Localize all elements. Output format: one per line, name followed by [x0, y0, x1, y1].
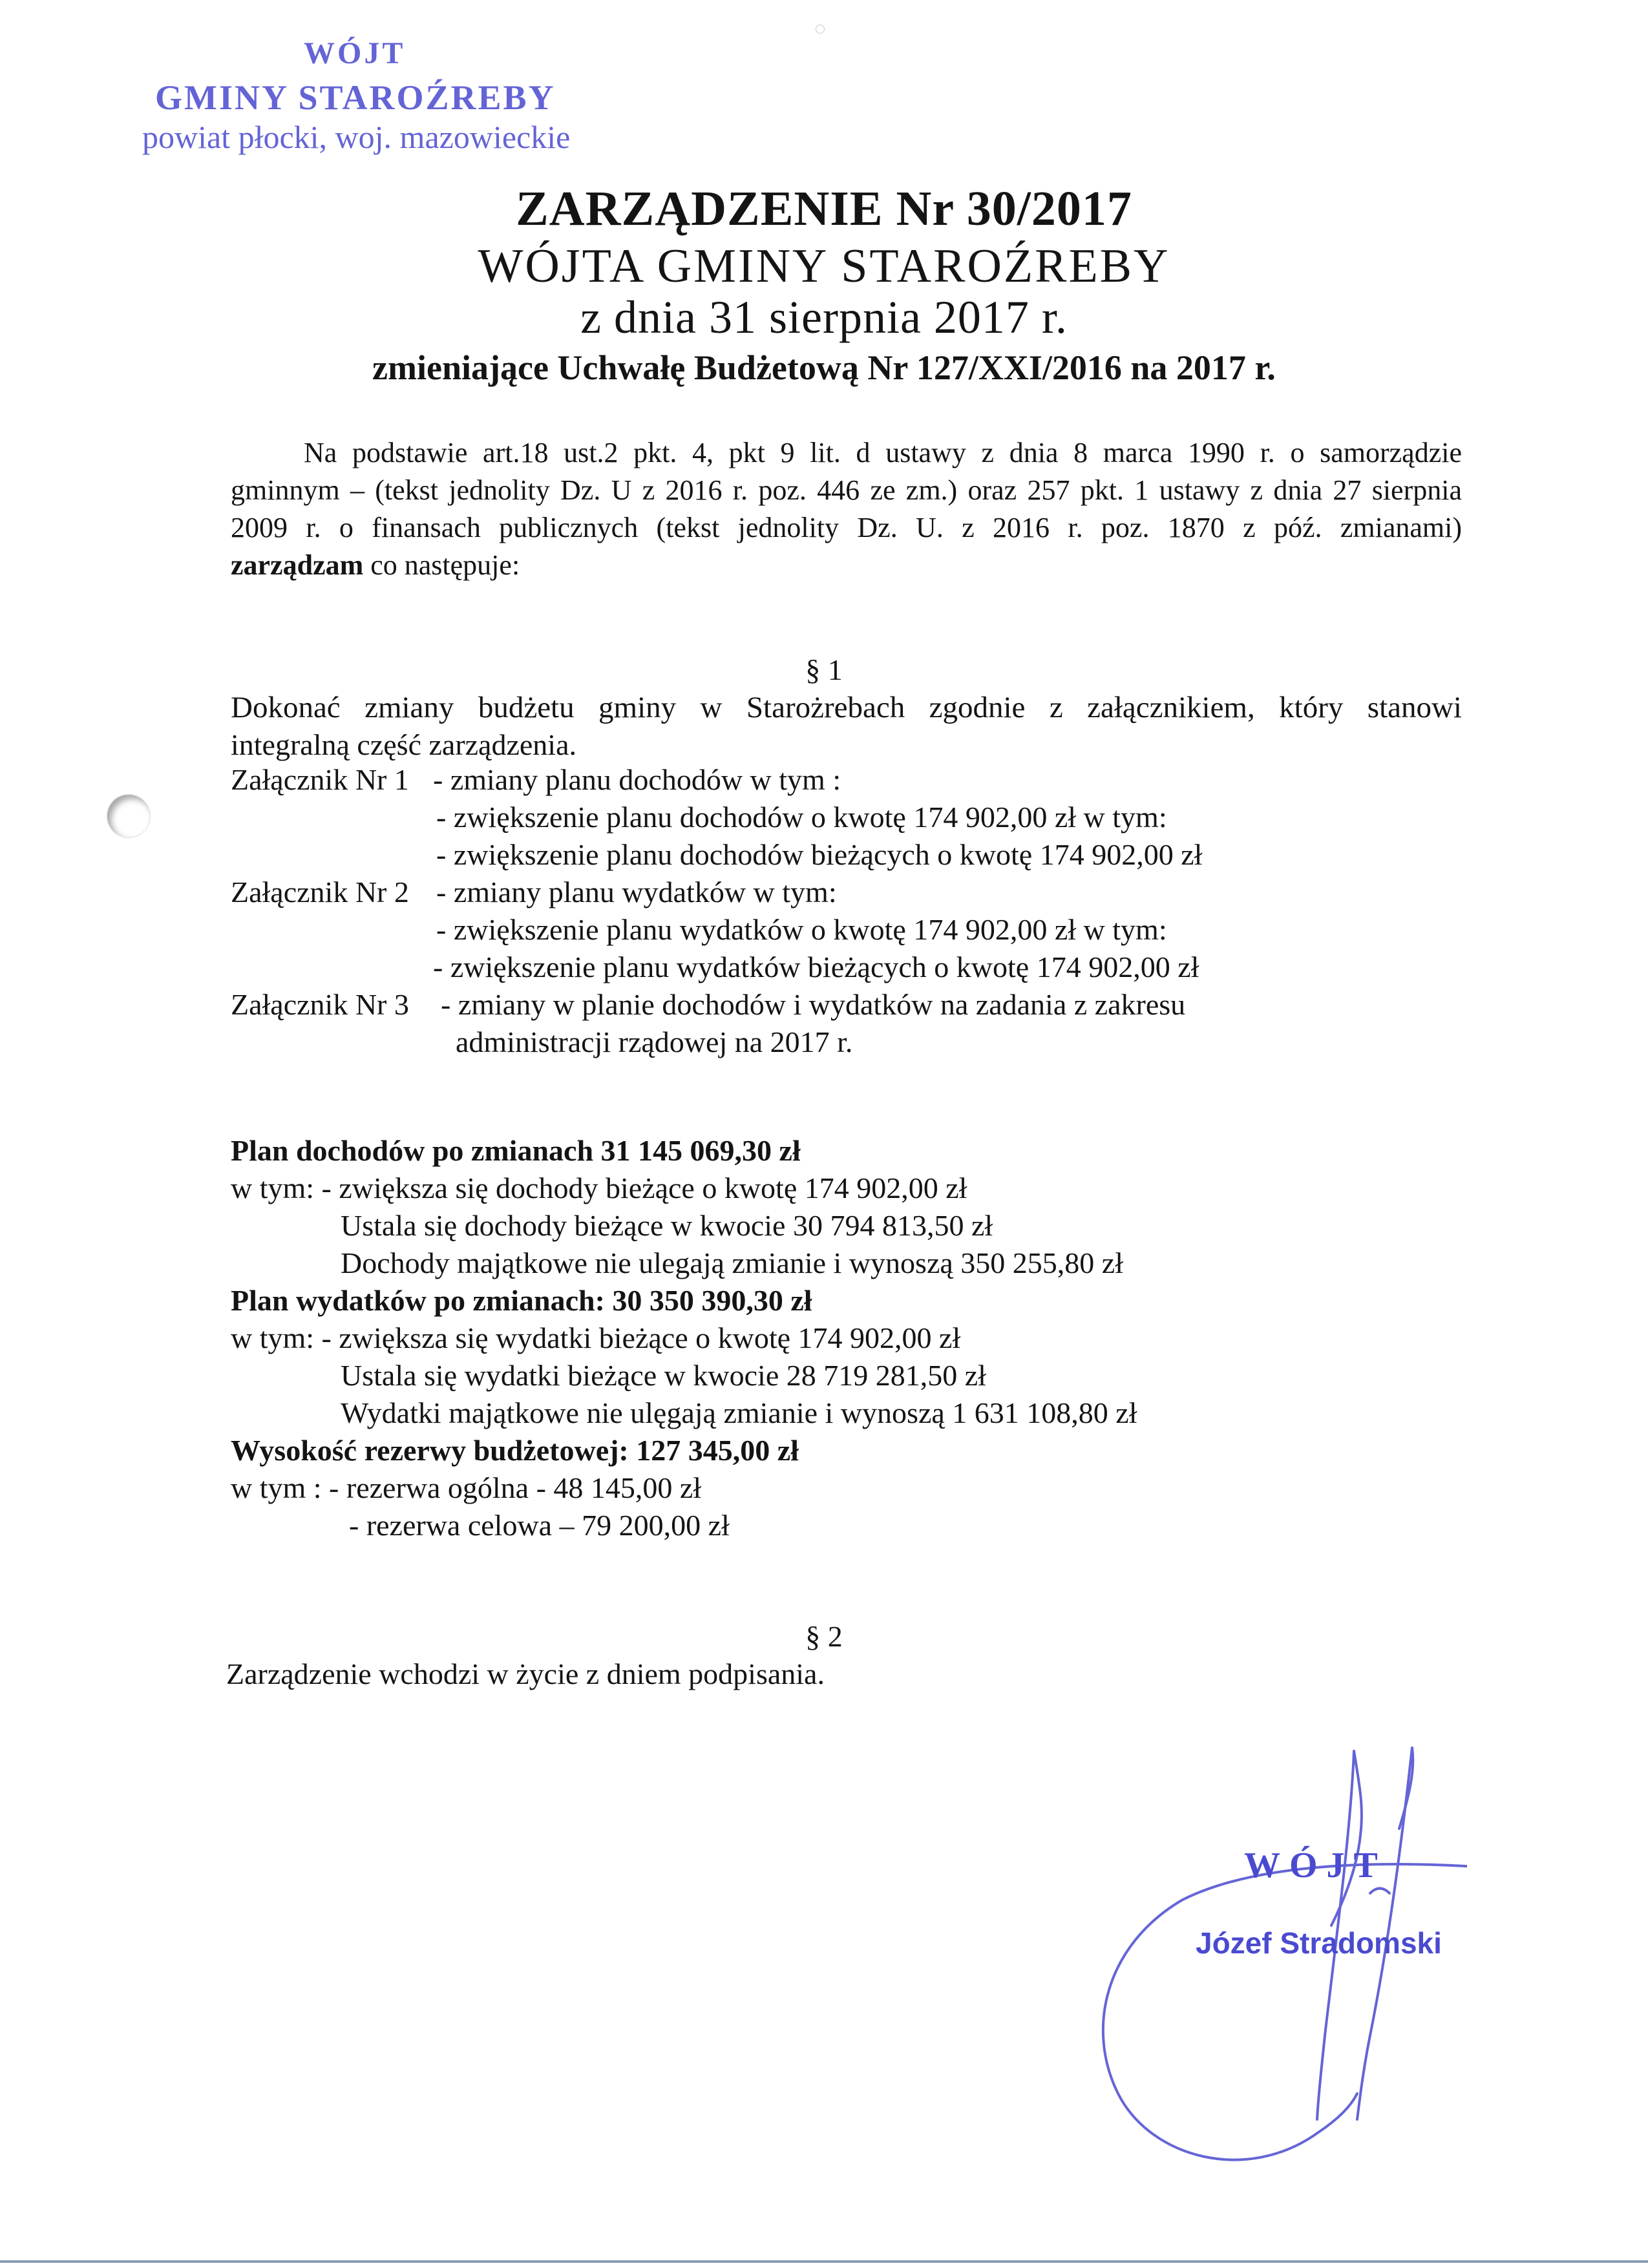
attachment-1-line-1: - zmiany planu dochodów w tym : [433, 763, 841, 796]
document-subject: zmieniające Uchwałę Budżetową Nr 127/XXI/2016 na 2017 r. [372, 348, 1276, 387]
section-1-line-1: Dokonać zmiany budżetu gminy w Starożrebach zgodnie z załącznikiem, który stanowi [231, 691, 1462, 724]
document-issuer: WÓJTA GMINY STAROŹREBY [478, 240, 1170, 293]
expense-line-2: Ustala się wydatki bieżące w kwocie 28 719 281,50 zł [341, 1359, 986, 1392]
section-1-line-2: integralną część zarządzenia. [231, 728, 576, 761]
expense-plan-heading: Plan wydatków po zmianach: 30 350 390,30 zł [231, 1284, 812, 1317]
expense-line-1: w tym: - zwiększa się wydatki bieżące o kwotę 174 902,00 zł [231, 1321, 961, 1354]
intro-line-3: 2009 r. o finansach publicznych (tekst jednolity Dz. U. z 2016 r. poz. 1870 z póź. zmianami) [231, 512, 1462, 543]
attachment-3-line-2: administracji rządowej na 2017 r. [456, 1025, 853, 1058]
intro-line-4 [231, 547, 520, 584]
intro-line-2: gminnym – (tekst jednolity Dz. U z 2016 r. poz. 446 ze zm.) oraz 257 pkt. 1 ustawy z dnia 27 sierpnia [231, 474, 1462, 506]
income-line-2: Ustala się dochody bieżące w kwocie 30 794 813,50 zł [341, 1209, 993, 1242]
punch-hole [107, 795, 150, 837]
signature-name: Józef Stradomski [1196, 1926, 1442, 1960]
attachment-1-line-2: - zwiększenie planu dochodów o kwotę 174 902,00 zł w tym: [436, 801, 1167, 834]
income-line-1: w tym: - zwiększa się dochody bieżące o kwotę 174 902,00 zł [231, 1171, 967, 1204]
intro-tail: co następuje: [363, 549, 520, 581]
stamp-line-3: powiat płocki, woj. mazowieckie [142, 119, 571, 155]
section-1-mark: § 1 [805, 653, 843, 686]
income-plan-heading: Plan dochodów po zmianach 31 145 069,30 zł [231, 1134, 801, 1167]
intro-line-1: Na podstawie art.18 ust.2 pkt. 4, pkt 9 lit. d ustawy z dnia 8 marca 1990 r. o samorządzie [304, 437, 1462, 468]
paper-speck [816, 25, 825, 34]
section-2-text: Zarządzenie wchodzi w życie z dniem podpisania. [226, 1657, 825, 1690]
attachment-2-line-3: - zwiększenie planu wydatków bieżących o kwotę 174 902,00 zł [433, 950, 1199, 983]
reserve-heading: Wysokość rezerwy budżetowej: 127 345,00 zł [231, 1434, 799, 1467]
expense-line-3: Wydatki majątkowe nie ulęgają zmianie i wynoszą 1 631 108,80 zł [341, 1396, 1137, 1429]
attachment-2-line-2: - zwiększenie planu wydatków o kwotę 174 902,00 zł w tym: [436, 913, 1167, 946]
document-title: ZARZĄDZENIE Nr 30/2017 [516, 182, 1132, 236]
stamp-line-2: GMINY STAROŹREBY [155, 78, 556, 117]
attachment-2-label: Załącznik Nr 2 [231, 876, 409, 908]
reserve-line-2: - rezerwa celowa – 79 200,00 zł [349, 1509, 730, 1542]
stamp-line-1: WÓJT [304, 36, 406, 70]
section-2-mark: § 2 [805, 1620, 843, 1653]
income-line-3: Dochody majątkowe nie ulegają zmianie i wynoszą 350 255,80 zł [341, 1246, 1123, 1279]
intro-bold-word: zarządzam [231, 549, 364, 581]
reserve-line-1: w tym : - rezerwa ogólna - 48 145,00 zł [231, 1471, 702, 1504]
attachment-3-label: Załącznik Nr 3 [231, 988, 409, 1021]
attachment-1-line-3: - zwiększenie planu dochodów bieżących o kwotę 174 902,00 zł [436, 838, 1203, 871]
attachment-3-line-1: - zmiany w planie dochodów i wydatków na zadania z zakresu [441, 988, 1186, 1021]
scan-edge-line [0, 2260, 1648, 2263]
attachment-1-label: Załącznik Nr 1 [231, 763, 409, 796]
signature-title: WÓJT [1244, 1845, 1387, 1885]
document-date: z dnia 31 sierpnia 2017 r. [580, 291, 1068, 343]
attachment-2-line-1: - zmiany planu wydatków w tym: [436, 876, 837, 908]
